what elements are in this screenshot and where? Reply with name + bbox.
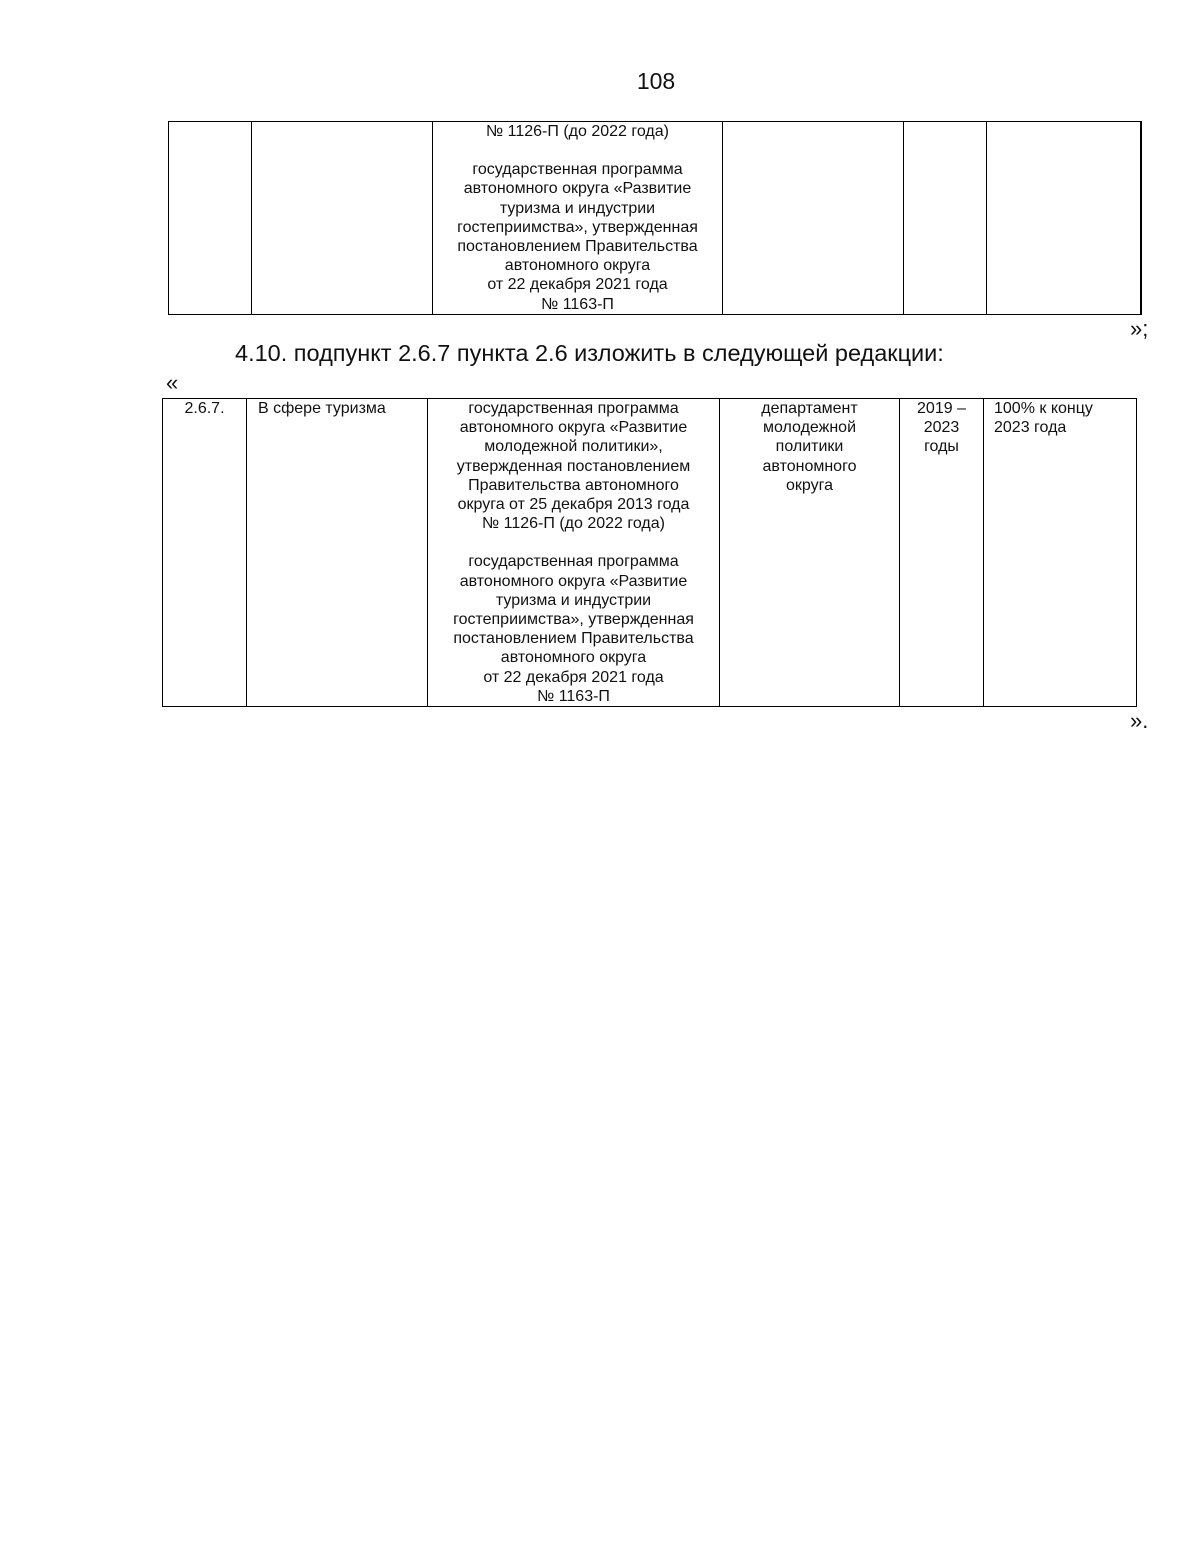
text-line: № 1163-П [537, 687, 610, 705]
cell-result [987, 122, 1141, 315]
text-line: 2023 [923, 419, 960, 437]
cell-sphere [252, 122, 433, 315]
text-line: годы [924, 438, 959, 456]
closing-quote: ». [1130, 708, 1149, 733]
text-line: Правительства автономного [468, 476, 679, 494]
cell-number [169, 122, 252, 315]
table-row [163, 399, 1137, 707]
program-text-part2 [432, 552, 715, 706]
cell-executor [723, 122, 904, 315]
cell-period [904, 122, 987, 315]
text-line: автономного округа «Развитие [463, 180, 692, 198]
text-line: от 22 декабря 2021 года [483, 668, 664, 686]
text-line: молодежной [762, 419, 857, 437]
period-text [904, 399, 979, 457]
amendment-heading: 4.10. подпункт 2.6.7 пункта 2.6 изложить в следующей редакции: [235, 340, 944, 366]
text-line: постановлением Правительства [453, 630, 694, 648]
table-row [169, 122, 1141, 315]
cell-program [428, 399, 720, 707]
text-line: № 1126-П (до 2022 года) [482, 515, 665, 533]
program-text-part1 [437, 122, 718, 141]
cell-program [433, 122, 723, 315]
text-line: № 1163-П [541, 295, 614, 313]
result-text [994, 399, 1132, 437]
text-line: округа от 25 декабря 2013 года [457, 496, 690, 514]
page-number: 108 [636, 68, 676, 94]
text-line: постановлением Правительства [457, 238, 698, 256]
cell-result [984, 399, 1137, 707]
cell-number [163, 399, 247, 707]
text-line: автономного округа «Развитие [459, 572, 688, 590]
text-line: автономного [762, 457, 857, 475]
text-line: департамент [761, 400, 858, 417]
text-line: политики [775, 438, 844, 456]
text-line: автономного округа [500, 649, 647, 667]
cell-sphere [247, 399, 428, 707]
executor-text [724, 399, 895, 495]
text-line: гостеприимства», утвержденная [453, 611, 694, 629]
text-line: округа [786, 476, 833, 494]
sphere-text: В сфере туризма [258, 400, 386, 417]
program-text-part2 [437, 160, 718, 314]
cell-executor [720, 399, 900, 707]
text-line: утвержденная постановлением [456, 457, 691, 475]
table-new-edition [162, 398, 1137, 707]
text-line: автономного округа «Развитие [459, 419, 688, 437]
text-line: государственная программа [468, 553, 679, 571]
opening-quote: « [166, 370, 179, 395]
program-text-part1 [432, 399, 715, 533]
text-line: 2023 года [994, 419, 1067, 437]
text-line: 2019 – [917, 400, 966, 417]
text-line: № 1126-П (до 2022 года) [486, 123, 669, 140]
cell-period [900, 399, 984, 707]
text-line: от 22 декабря 2021 года [487, 276, 668, 294]
text-line: туризма и индустрии [495, 591, 652, 609]
text-line: автономного округа [504, 257, 651, 275]
item-number: 2.6.7. [184, 400, 225, 417]
table-continuation [168, 121, 1142, 315]
text-line: государственная программа [468, 400, 679, 417]
text-line: молодежной политики», [484, 438, 663, 456]
text-line: туризма и индустрии [499, 199, 656, 217]
text-line: гостеприимства», утвержденная [457, 218, 698, 236]
closing-quote: »; [1130, 316, 1149, 341]
text-line: государственная программа [472, 161, 683, 179]
text-line: 100% к концу [994, 400, 1093, 417]
